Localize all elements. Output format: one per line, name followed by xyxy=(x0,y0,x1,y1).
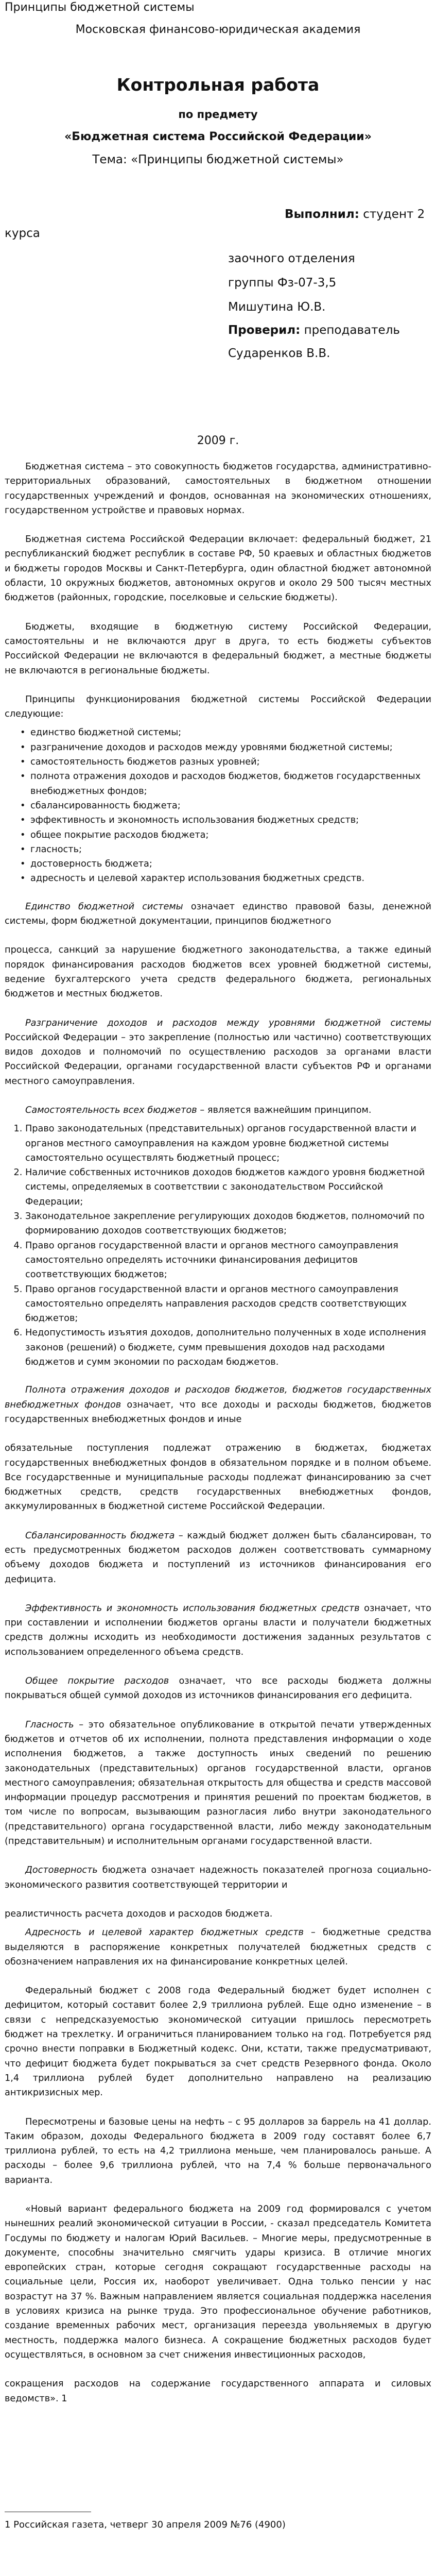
footnote: 1 Российская газета, четверг 30 апреля 2009 №76 (4900) xyxy=(5,2519,286,2530)
paragraph-autonomy xyxy=(5,1103,431,1117)
paragraph-targeting xyxy=(5,1925,431,1969)
paragraph-completeness-cont: обязательные поступления подлежат отражению в бюджетах, бюджетах государственных внебюджетных фондов в обязательном порядке и в полном объеме. Все государственные и муниципальные расходы подлежат финансированию за счет бюджетных средств, средств государственных внебюджетных фондов, аккумулированных в бюджетной системе Российской Федерации. xyxy=(5,1443,431,1512)
list-item: • общее покрытие расходов бюджета; xyxy=(23,828,431,842)
autonomy-list xyxy=(5,1122,431,1369)
term-completeness: Полнота отражения доходов и расходов бюджетов, бюджетов государственных внебюджетных фондов xyxy=(5,1385,431,1410)
principles-list xyxy=(5,725,431,886)
term-publicity: Гласность xyxy=(25,1719,74,1730)
list-item: 1. Право законодательных (представительных) органов государственной власти и органов местного самоуправления на каждом уровне бюджетной системы самостоятельно осуществлять бюджетный процесс; xyxy=(25,1122,431,1165)
year: 2009 г. xyxy=(197,434,239,447)
term-unity: Единство бюджетной системы xyxy=(25,901,183,912)
department-line: заочного отделения xyxy=(228,252,355,265)
paragraph-quote-end: сокращения расходов на содержание государственного аппарата и силовых ведомств». 1 xyxy=(5,2379,431,2404)
theme-title: Тема: «Принципы бюджетной системы» xyxy=(92,153,344,166)
paragraph-unity-text: означает единство правовой базы, денежной системы, форм бюджетной документации, принципов бюджетного xyxy=(5,901,431,927)
document-body xyxy=(5,460,431,2420)
list-item: • полнота отражения доходов и расходов бюджетов, бюджетов государственных внебюджетных фондов; xyxy=(23,769,431,799)
checked-by-line xyxy=(228,324,400,337)
list-item: 5. Право органов государственной власти и органов местного самоуправления самостоятельно определять направления расходов средств соответствующих бюджетов; xyxy=(25,1282,431,1326)
paragraph-coverage xyxy=(5,1674,431,1703)
paragraph-efficiency-text: означает, что при составлении и исполнении бюджетов органы власти и получатели бюджетных средств должны исходить из необходимости достижения заданных результатов с использованием определенного объема средств. xyxy=(5,1603,431,1657)
academy-name: Московская финансово-юридическая академия xyxy=(75,23,361,36)
paragraph-federal-budget: Федеральный бюджет с 2008 года Федеральный бюджет будет исполнен с дефицитом, который составит более 2,9 триллиона рублей. Еще одно изменение – в связи с непредсказуемостью экономической ситуации пришлось пересмотреть бюджет на трехлетку. И ограничиться планированием только на год. Потребуется ряд срочно внести поправки в Бюджетный кодекс. Они, кстати, также предусматривают, что дефицит бюджета будет покрываться за счет средств Резервного фонда. Около 1,4 триллиона рублей будет дополнительно направлено на реализацию антикризисных мер. xyxy=(5,1986,431,2098)
checked-by-value: преподаватель xyxy=(300,324,400,337)
paragraph-efficiency xyxy=(5,1601,431,1659)
paragraph-completeness xyxy=(5,1383,431,1427)
done-by-value: студент 2 xyxy=(359,208,425,221)
paragraph-reliability-cont: реалистичность расчета доходов и расходов бюджета. xyxy=(5,1908,273,1919)
subject-prefix: по предмету xyxy=(178,108,258,121)
list-item: • сбалансированность бюджета; xyxy=(23,799,431,813)
list-item: 4. Право органов государственной власти и органов местного самоуправления самостоятельно определять источники финансирования дефицитов соответствующих бюджетов; xyxy=(25,1239,431,1282)
paragraph-completeness-text: означает, что все доходы и расходы бюджетов, бюджетов государственных внебюджетных фондов и иные xyxy=(5,1399,431,1425)
paragraph-unity xyxy=(5,900,431,929)
group-line: группы Фз-07-3,5 xyxy=(228,276,337,290)
paragraph-independence-intro: Бюджеты, входящие в бюджетную систему Российской Федерации, самостоятельны и не включаются друг в друга, то есть бюджеты субъектов Российской Федерации не включаются в федеральный бюджет, а местные бюджеты не включаются в региональные бюджеты. xyxy=(5,621,431,676)
document-header-title: Принципы бюджетной системы xyxy=(5,1,195,14)
paragraph-principles-intro: Принципы функционирования бюджетной системы Российской Федерации следующие: xyxy=(5,694,431,720)
list-item: • самостоятельность бюджетов разных уровней; xyxy=(23,755,431,769)
paragraph-delimitation-text: Российской Федерации – это закрепление (полностью или частично) соответствующих видов доходов и полномочий по осуществлению расходов за органами власти Российской Федерации, органами государственной власти субъектов РФ и органами местного самоуправления. xyxy=(5,1032,431,1087)
paragraph-publicity-text: – это обязательное опубликование в открытой печати утвержденных бюджетов и отчетов об их исполнении, полнота представления информации о ходе исполнения бюджетов, а также доступность иных сведений по решению законодательных (представительных) органов государственной власти, органов местного самоуправления; обязательная открытость для общества и средств массовой информации процедур рассмотрения и принятия решений по проектам бюджетов, в том числе по вопросам, вызывающим разногласия либо внутри законодательного (представительного) органа государственной власти, либо между законодательным (представительным) и исполнительным органами государственной власти. xyxy=(5,1719,431,1847)
paragraph-unity-cont: процесса, санкций за нарушение бюджетного законодательства, а также единый порядок финансирования расходов бюджетов всех уровней бюджетной системы, ведение бухгалтерского учета средств федерального бюджета, региональных бюджетов и местных бюджетов. xyxy=(5,945,431,999)
term-targeting: Адресность и целевой характер бюджетных средств xyxy=(25,1927,304,1938)
student-name: Мишутина Ю.В. xyxy=(228,300,326,314)
term-efficiency: Эффективность и экономность использования бюджетных средств xyxy=(25,1603,360,1614)
paragraph-coverage-text: означает, что все расходы бюджета должны покрываться общей суммой доходов из источников финансирования его дефицита. xyxy=(5,1676,431,1701)
paragraph-balance-text: – каждый бюджет должен быть сбалансирован, то есть предусмотренных бюджетом расходов должен соответствовать суммарному объему доходов бюджета и поступлений из источников финансирования его дефицита. xyxy=(5,1530,431,1585)
paragraph-oil-prices: Пересмотрены и базовые цены на нефть – с 95 долларов за баррель на 41 доллар. Таким образом, доходы Федерального бюджета в 2009 году составят более 6,7 триллиона рублей, то есть на 4,2 триллиона меньше, чем планировалось раньше. А расходы – более 9,6 триллиона рублей, что на 7,4 % больше первоначального варианта. xyxy=(5,2116,431,2185)
term-autonomy: Самостоятельность всех бюджетов xyxy=(25,1105,197,1115)
list-item: 3. Законодательное закрепление регулирующих доходов бюджетов, полномочий по формированию доходов соответствующих бюджетов; xyxy=(25,1209,431,1239)
paragraph-composition: Бюджетная система Российской Федерации включает: федеральный бюджет, 21 республиканский бюджет республик в составе РФ, 50 краевых и областных бюджетов и бюджеты городов Москвы и Санкт-Петербурга, один областной бюджет автономной области, 10 окружных бюджетов, автономных округов и около 29 500 тысяч местных бюджетов (районных, городские, поселковые и сельские бюджеты). xyxy=(5,534,431,603)
paragraph-quote: «Новый вариант федерального бюджета на 2009 год формировался с учетом нынешних реалий экономической ситуации в России, - сказал председатель Комитета Госдумы по бюджету и налогам Юрий Васильев. – Многие меры, предусмотренные в документе, способны значительно смягчить удары кризиса. В отличие многих европейских стран, которые сегодня сокращают государственные расходы на социальные цели, Россия их, наоборот увеличивает. Одна только пенсии у нас возрастут на 37 %. Важным направлением является социальная поддержка населения в условиях кризиса на рынке труда. Это профессиональное обучение работников, создание временных рабочих мест, организация переезда увольняемых в другую местность, поддержка малого бизнеса. А сокращение бюджетных расходов будет осуществляться, в основном за счет снижения инвестиционных расходов, xyxy=(5,2204,431,2360)
done-by-label: Выполнил: xyxy=(285,208,359,221)
paragraph-publicity xyxy=(5,1718,431,1849)
list-item: • разграничение доходов и расходов между уровнями бюджетной системы; xyxy=(23,740,431,755)
subject-title: «Бюджетная система Российской Федерации» xyxy=(64,130,372,143)
paragraph-autonomy-text: – является важнейшим принципом. xyxy=(197,1105,372,1115)
term-delimitation: Разграничение доходов и расходов между уровнями бюджетной системы xyxy=(25,1018,431,1028)
work-type-title: Контрольная работа xyxy=(116,75,320,95)
term-balance: Сбалансированность бюджета xyxy=(25,1530,175,1541)
paragraph-delimitation xyxy=(5,1016,431,1089)
term-reliability: Достоверность xyxy=(25,1865,98,1876)
paragraph-targeting-text: – бюджетные средства выделяются в распоряжение конкретных получателей бюджетных средств с обозначением направления их на финансирование конкретных целей. xyxy=(5,1927,431,1967)
list-item: • эффективность и экономность использования бюджетных средств; xyxy=(23,813,431,827)
paragraph-reliability xyxy=(5,1863,431,1892)
list-item: • гласность; xyxy=(23,842,431,857)
teacher-name: Сударенков В.В. xyxy=(228,347,330,360)
term-coverage: Общее покрытие расходов xyxy=(25,1676,169,1687)
paragraph-reliability-text: бюджета означает надежность показателей прогноза социально-экономического развития соответствующей территории и xyxy=(5,1865,431,1890)
course-line: курса xyxy=(5,227,40,240)
list-item: 6. Недопустимость изъятия доходов, дополнительно полученных в ходе исполнения законов (решений) о бюджете, сумм превышения доходов над расходами бюджетов и сумм экономии по расходам бюджетов. xyxy=(25,1326,431,1369)
paragraph-balance xyxy=(5,1529,431,1587)
checked-by-label: Проверил: xyxy=(228,324,301,337)
list-item: • единство бюджетной системы; xyxy=(23,725,431,740)
done-by-line xyxy=(285,208,425,221)
paragraph-definition: Бюджетная система – это совокупность бюджетов государства, административно-территориальных образований, самостоятельных в бюджетном отношении государственных учреждений и фондов, основанная на экономических отношениях, государственном устройстве и правовых нормах. xyxy=(5,462,431,516)
list-item: 2. Наличие собственных источников доходов бюджетов каждого уровня бюджетной системы, определяемых в соответствии с законодательством Российской Федерации; xyxy=(25,1165,431,1209)
list-item: • адресность и целевой характер использования бюджетных средств. xyxy=(23,871,431,886)
list-item: • достоверность бюджета; xyxy=(23,857,431,871)
